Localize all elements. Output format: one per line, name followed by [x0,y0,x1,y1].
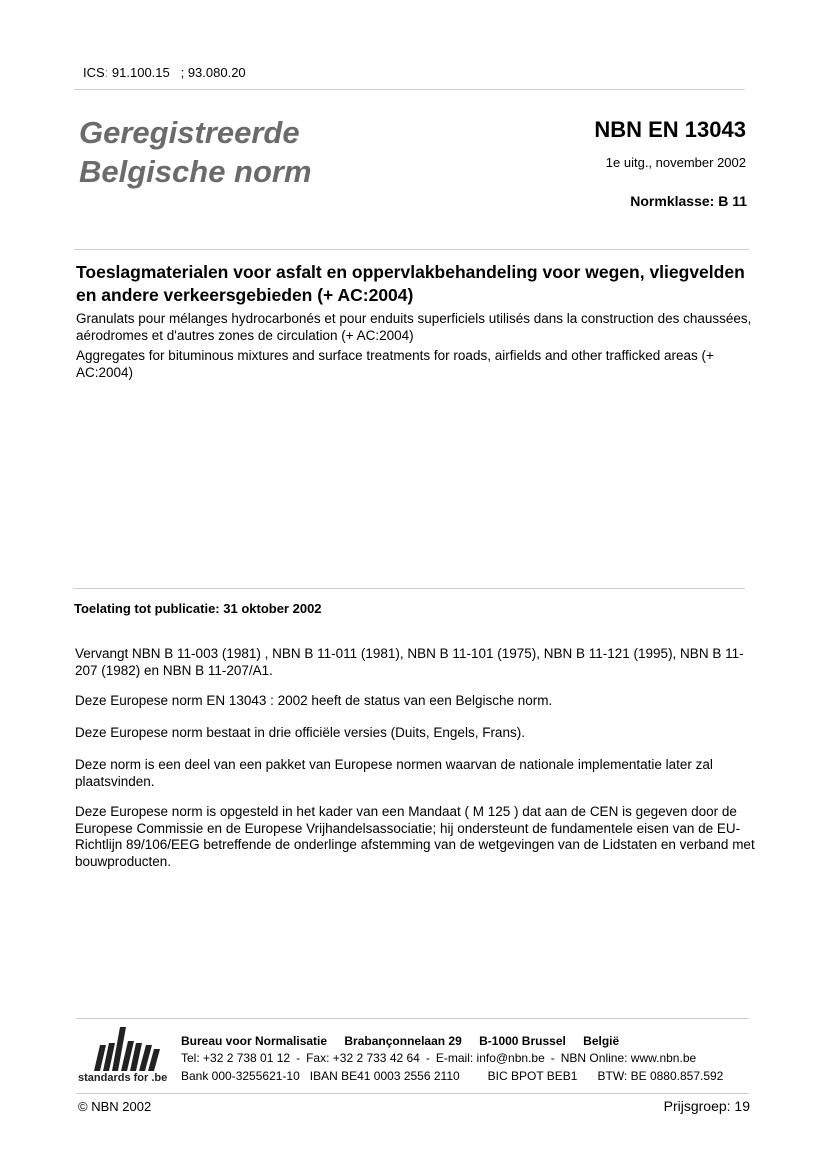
footer-email[interactable]: E-mail: info@nbn.be [435,1051,545,1065]
footer-tel: Tel: +32 2 738 01 12 [181,1051,291,1065]
footer-divider-bottom [76,1093,749,1094]
paragraph-versions: Deze Europese norm bestaat in drie officiële versies (Duits, Engels, Frans). [75,725,525,740]
title-english: Aggregates for bituminous mixtures and surface treatments for roads, airfields and other trafficked areas (+ AC:2004) [76,348,714,380]
footer-country: België [583,1034,620,1048]
edition: 1e uitg., november 2002 [605,155,746,170]
paragraph-replaces: Vervangt NBN B 11-003 (1981) , NBN B 11-011 (1981), NBN B 11-101 (1975), NBN B 11-121 (1995), NBN B 11-207 (1982) en NBN B 11-207/A1. [75,646,744,678]
title-french: Granulats pour mélanges hydrocarbonés et pour enduits superficiels utilisés dans la construction des chaussées, aérodromes et d'autres zones de circulation (+ AC:2004) [76,311,752,343]
paragraph-package: Deze norm is een deel van een pakket van Europese normen waarvan de nationale implementatie later zal plaatsvinden. [75,757,713,789]
paragraph-status: Deze Europese norm EN 13043 : 2002 heeft de status van een Belgische norm. [75,693,553,708]
paragraph-mandate: Deze Europese norm is opgesteld in het kader van een Mandaat ( M 125 ) dat aan de CEN is gegeven door de Europese Commissie en de Europese Vrijhandelsassociatie; hij ondersteunt de fundamentele eisen van de EU-Richtlijn 89/106/EEG betreffende de onderlinge afstemming van de wetgevingen van de Lidstaten en verband met bouwproducten. [75,804,755,869]
footer-sep-3: - [550,1051,555,1065]
normklasse: Normklasse: B 11 [630,193,747,209]
footer-address [181,1034,633,1048]
ics-codes: 91.100.15 ; 93.080.20 [111,65,246,80]
footer-iban: IBAN BE41 0003 2556 2110 [309,1069,460,1083]
footer-fax: Fax: +32 2 733 42 64 [306,1051,420,1065]
footer-bank-account: Bank 000-3255621-10 [181,1069,300,1083]
approval-divider [73,588,745,589]
ics-label: ICS [83,65,105,80]
footer-btw: BTW: BE 0880.857.592 [597,1069,724,1083]
standard-number: NBN EN 13043 [594,117,746,142]
registered-line-1: Geregistreerde [79,115,300,150]
header-divider [74,89,745,90]
footer-organization: Bureau voor Normalisatie [181,1034,328,1048]
price-group: Prijsgroep: 19 [663,1098,750,1114]
logo-tagline: standards for .be [78,1072,168,1084]
footer-street: Brabançonnelaan 29 [344,1034,462,1048]
footer-bank [181,1069,737,1083]
title-dutch: Toeslagmaterialen voor asfalt en oppervlakbehandeling voor wegen, vliegvelden en andere verkeersgebieden (+ AC:2004) [76,262,745,305]
nbn-logo [76,1023,172,1089]
copyright: © NBN 2002 [78,1099,152,1114]
footer-city: B-1000 Brussel [479,1034,566,1048]
footer-contact [181,1051,710,1065]
registered-line-2: Belgische norm [79,154,312,189]
footer-divider-top [76,1018,749,1019]
registered-standard-title [79,113,312,191]
approval-date: Toelating tot publicatie: 31 oktober 2002 [74,601,322,616]
footer-sep-2: - [425,1051,430,1065]
ics-line: ICS: 91.100.15 ; 93.080.20 [83,65,246,80]
title-divider [74,249,749,250]
footer-bic: BIC BPOT BEB1 [487,1069,578,1083]
footer-online[interactable]: NBN Online: www.nbn.be [560,1051,697,1065]
footer-sep-1: - [296,1051,301,1065]
